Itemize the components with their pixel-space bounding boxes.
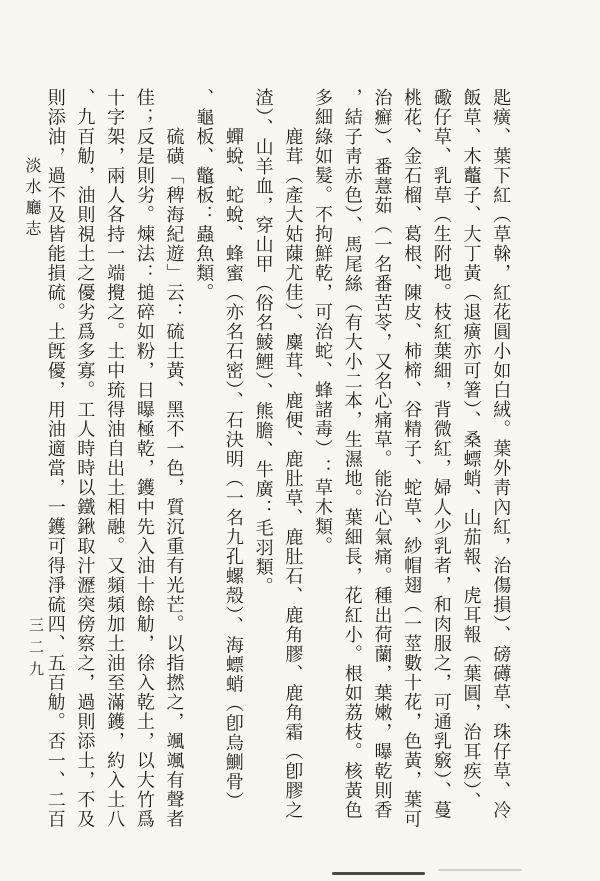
text-column: 匙癀、葉下紅（草榦，紅花圓小如白絨。葉外靑內紅，治傷損）、磅礡草、珠仔草、冷: [491, 88, 512, 820]
scan-artifact-line: [332, 872, 425, 875]
text-column: 、龜板、鼈板：蟲魚類。: [194, 88, 215, 303]
page-number: 三二九: [27, 617, 43, 683]
text-column: 鹿茸（產大姑蔯尤佳）、麋茸、鹿便、鹿肚草、鹿肚石、鹿角膠、鹿角霜（卽膠之: [283, 127, 304, 820]
text-column: 渣）、山羊血，穿山甲（俗名鯪鯉）、熊膽、牛廣：毛羽類。: [253, 88, 274, 597]
text-column: 十字架，兩人各持一端攪之。土中琉得油自出土相融。又頻頻加土油至滿鑊，約入土八: [105, 88, 126, 829]
text-column: 多細綠如髮。不拘鮮乾，可治蛇、蜂諸毒）：草木類。: [313, 88, 334, 556]
text-column: 蟬蛻、蛇蛻、蜂蜜（亦名石密）、石決明（一名九孔螺殼）、海螵蛸（卽烏鰂骨）: [223, 127, 244, 811]
book-title-margin: 淡水廳志: [23, 157, 40, 241]
text-column: 硫磺「稗海紀遊」云：硫土黃、黑不一色，質沉重有光芒。以指撚之，颯颯有聲者: [164, 127, 185, 829]
text-column: 飯草、木虌子、大丁黃（退癀亦可箸）、桑螵蛸、山茄報、虎耳報（葉圓，治耳疾）、: [461, 88, 482, 811]
text-column: 則添油，過不及皆能損硫。土旣優，用油適當，一鑊可得淨硫四、五百觔。否一、二百: [45, 88, 66, 829]
text-column: 治癬）、番薏茹（一名番苦苓，又名心痛草。能治心氣痛。種出荷蘭，葉嫩，曝乾則香: [372, 88, 393, 820]
text-column: 佳；反是則劣。煉法：搥碎如粉，日曝極乾，鑊中先入油十餘觔，徐入乾土，以大竹爲: [134, 88, 155, 829]
text-column: 桃花、金石榴、葛根、陳皮、柿楴、谷精子、蛇草、紗帽翅（一莖數十花，色黃，葉可: [402, 88, 423, 829]
scan-artifact-line-faint: [438, 869, 522, 871]
text-column: 礮仔草、乳草（生附地。枝紅葉細，背微紅，婦人少乳者，和肉服之，可通乳竅）、蔓: [431, 88, 452, 820]
main-text-block: [40, 88, 515, 830]
text-column: ，結子靑赤色）、馬尾絲（有大小二本，生濕地。葉細長，花紅小。根如荔枝。核黃色: [342, 88, 363, 820]
text-column: 、九百觔，油則視土之優劣爲多寡。工人時時以鐵鍬取汁瀝突傍察之，過則添土，不及: [75, 88, 96, 829]
